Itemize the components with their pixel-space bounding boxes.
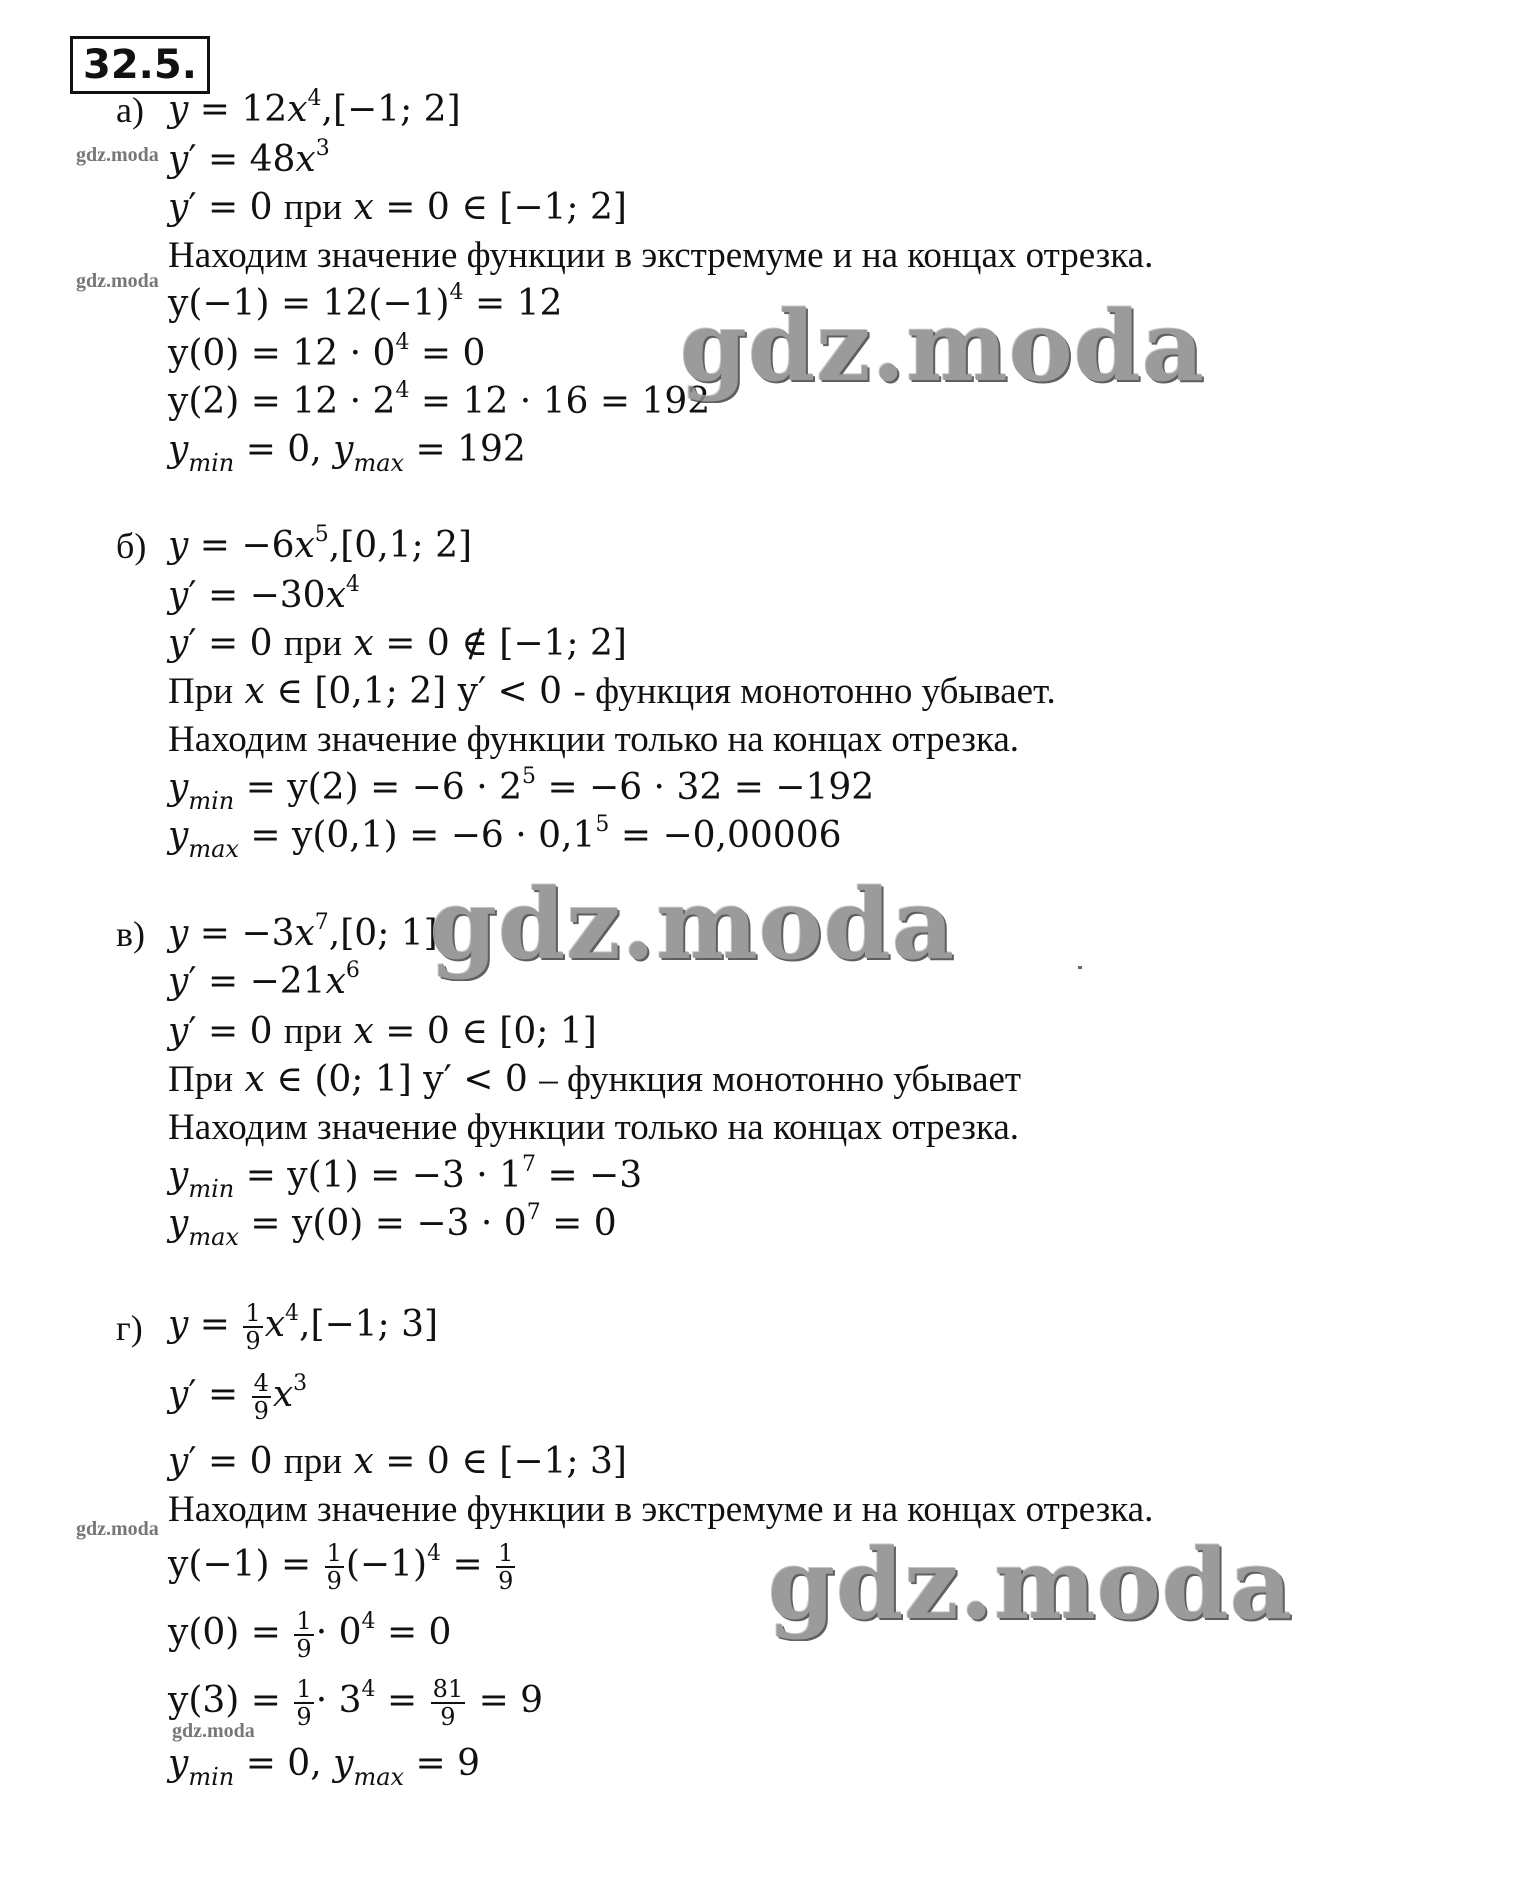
fraction: $\frac{1}{9}$ [296,1607,312,1663]
part-a-label: а) [116,90,144,130]
part-d-function: y = $\frac{1}{9}$ $x^4,[-1$; 3] [168,1299,439,1355]
part-d-find-text: Находим значение функции в экстремуме и на концах отрезка. [168,1489,1154,1530]
fraction: $\frac{1}{9}$ [498,1539,514,1595]
part-d-value-2: y(0) = $\frac{1}{9}$ · $0^4 = 0$ [168,1607,452,1663]
part-c-function: $y = -3x^7,[0$; 1] [168,910,438,954]
part-a-derivative: $y' = 48x^3$ [168,136,330,180]
part-d-value-1: y(−1) = $\frac{1}{9}$ $(-1)^4$ = $\frac{1}{9}$ [168,1539,514,1595]
fraction: $\frac{1}{9}$ [326,1539,342,1595]
task-number: 32.5. [70,36,210,94]
fraction: $\frac{1}{9}$ [296,1675,312,1731]
part-a-result: $y_{min} = 0$, $y_{max} = 192$ [168,429,526,477]
part-d-label: г) [116,1308,143,1348]
part-c-monotonic: При x ∈ (0; 1] y′ < 0 – функция монотонно убывает [168,1059,1022,1100]
part-a-zero: y′ = 0 при x = 0 ∈ [−1; 2] [168,187,627,228]
fraction: $\frac{1}{9}$ [245,1299,261,1355]
part-d-result: $y_{min} = 0$, $y_{max} = 9$ [168,1743,481,1791]
part-b-derivative: $y' = -30x^4$ [168,572,360,616]
watermark-large: gdz.moda [768,1528,1294,1641]
part-a-value-2: $y(0) = 12 \cdot 0^4 = 0$ [168,330,486,374]
part-c-find-text: Находим значение функции только на концах отрезка. [168,1107,1020,1148]
part-b-min: $y_{min} = y(2) = -6 \cdot 2^5 = -6 \cdot 32 = -192$ [168,764,875,815]
part-a-find-text: Находим значение функции в экстремуме и на концах отрезка. [168,235,1154,276]
part-c-derivative: $y' = -21x^6$ [168,958,360,1002]
part-c-max: $y_{max} = y(0) = -3 \cdot 0^7 = 0$ [168,1200,617,1251]
part-b-label: б) [116,526,147,566]
part-c-zero: y′ = 0 при x = 0 ∈ [0; 1] [168,1011,597,1052]
watermark-small: gdz.moda [76,1518,159,1540]
part-d-derivative: y′ = $\frac{4}{9}$ $x^3$ [168,1369,308,1425]
fraction: $\frac{4}{9}$ [253,1369,269,1425]
part-c-label: в) [116,914,145,954]
scan-speck [1078,966,1082,969]
part-a-value-1: $y(-1) = 12(-1)^4 = 12$ [168,280,563,324]
part-d-zero: y′ = 0 при x = 0 ∈ [−1; 3] [168,1441,627,1482]
watermark-large: gdz.moda [430,868,956,981]
part-d-value-3: y(3) = $\frac{1}{9}$ · $3^4$ = $\frac{81}{9}$ = 9 [168,1675,544,1731]
part-a-value-3: $y(2) = 12 \cdot 2^4 = 12 \cdot 16 = 192$ [168,378,711,422]
watermark-large: gdz.moda [680,290,1206,403]
fraction: $\frac{81}{9}$ [432,1675,464,1731]
part-c-min: $y_{min} = y(1) = -3 \cdot 1^7 = -3$ [168,1152,643,1203]
part-b-zero: y′ = 0 при x = 0 ∉ [−1; 2] [168,623,627,664]
watermark-small: gdz.moda [76,144,159,166]
part-b-max: $y_{max} = y(0,1) = -6 \cdot 0,1^5 = -0,00006$ [168,812,842,863]
watermark-small: gdz.moda [76,270,159,292]
watermark-small: gdz.moda [172,1720,255,1742]
part-b-find-text: Находим значение функции только на концах отрезка. [168,719,1020,760]
part-a-function: $y = 12x^4,[-1$; 2] [168,86,461,130]
part-b-monotonic: При x ∈ [0,1; 2] y′ < 0 - функция монотонно убывает. [168,671,1056,712]
part-b-function: $y = -6x^5,[0,1$; 2] [168,522,473,566]
